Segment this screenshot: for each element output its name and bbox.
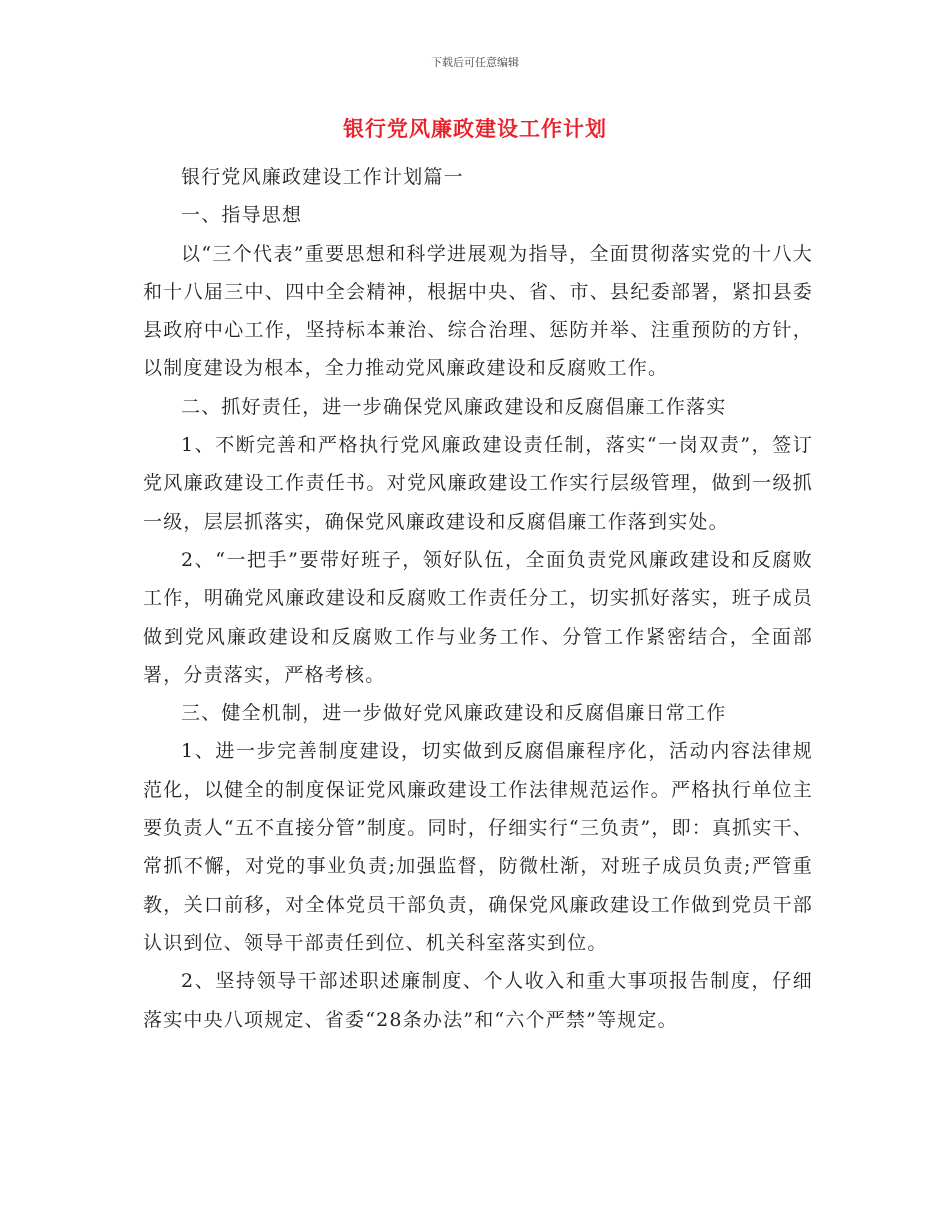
body-paragraph: 1、进一步完善制度建设，切实做到反腐倡廉程序化，活动内容法律规范化，以健全的制度保证党风廉政建设工作法律规范运作。严格执行单位主要负责人“五不直接分管”制度。同时，仔细实行“三负责”，即：真抓实干、常抓不懈，对党的事业负责;加强监督，防微杜渐，对班子成员负责;严管重教，关口前移，对全体党员干部负责，确保党风廉政建设工作做到党员干部认识到位、领导干部责任到位、机关科室落实到位。	[143, 740, 813, 954]
document-body	[143, 158, 813, 1039]
document-title: 银行党风廉政建设工作计划	[343, 117, 607, 141]
section-heading: 一、指导思想	[181, 204, 303, 227]
section-heading: 银行党风廉政建设工作计划篇一	[181, 166, 464, 188]
header-note: 下载后可任意编辑	[431, 56, 519, 69]
body-paragraph: 2、坚持领导干部述职述廉制度、个人收入和重大事项报告制度，仔细落实中央八项规定、省委“28条办法”和“六个严禁”等规定。	[143, 970, 813, 1031]
body-paragraph: 以“三个代表”重要思想和科学进展观为指导，全面贯彻落实党的十八大和十八届三中、四中全会精神，根据中央、省、市、县纪委部署，紧扣县委县政府中心工作，坚持标本兼治、综合治理、惩防并举、注重预防的方针，以制度建设为根本，全力推动党风廉政建设和反腐败工作。	[143, 242, 813, 380]
body-paragraph: 2、“一把手”要带好班子，领好队伍，全面负责党风廉政建设和反腐败工作，明确党风廉政建设和反腐败工作责任分工，切实抓好落实，班子成员做到党风廉政建设和反腐败工作与业务工作、分管工作紧密结合，全面部署，分责落实，严格考核。	[143, 548, 813, 686]
section-heading: 三、健全机制，进一步做好党风廉政建设和反腐倡廉日常工作	[181, 702, 727, 725]
section-heading: 二、抓好责任，进一步确保党风廉政建设和反腐倡廉工作落实	[181, 395, 727, 418]
body-paragraph: 1、不断完善和严格执行党风廉政建设责任制，落实“一岗双责”，签订党风廉政建设工作责任书。对党风廉政建设工作实行层级管理，做到一级抓一级，层层抓落实，确保党风廉政建设和反腐倡廉工作落到实处。	[143, 434, 813, 533]
